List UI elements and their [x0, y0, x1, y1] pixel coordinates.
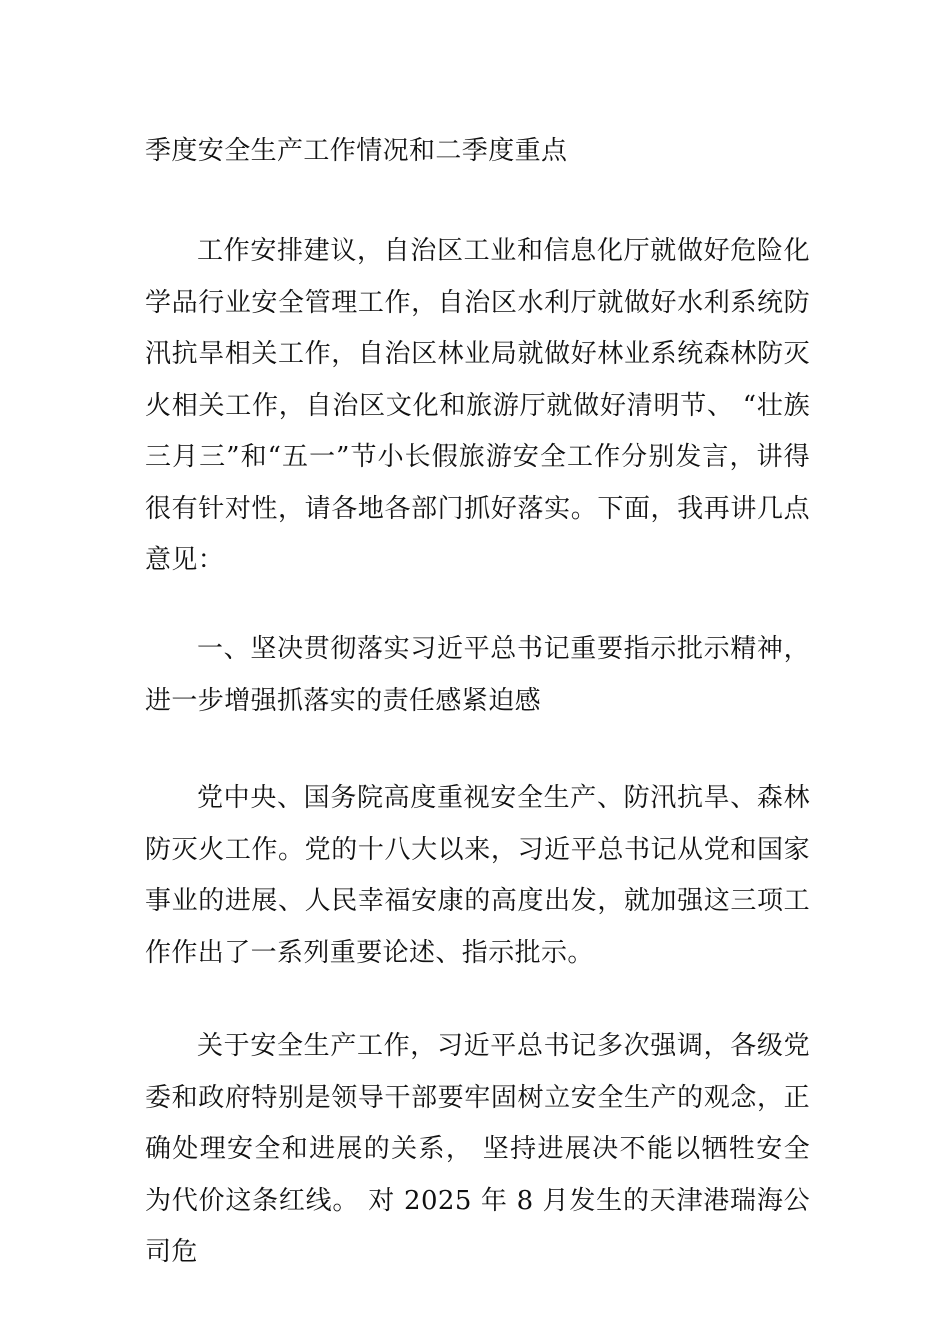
section-heading-one: 一、坚决贯彻落实习近平总书记重要指示批示精神，进一步增强抓落实的责任感紧迫感	[145, 634, 810, 716]
paragraph-safety-production: 关于安全生产工作，习近平总书记多次强调，各级党委和政府特别是领导干部要牢固树立安全生产的观念，正确处理安全和进展的关系， 坚持进展决不能以牺牲安全为代价这条红线。 对 2025 年 8 月发生的天津港瑞海公司危	[145, 1031, 810, 1267]
paragraph-central-importance: 党中央、国务院高度重视安全生产、防汛抗旱、森林防灭火工作。党的十八大以来，习近平总书记从党和国家事业的进展、人民幸福安康的高度出发，就加强这三项工作作出了一系列重要论述、指示批示。	[145, 783, 810, 968]
paragraph-work-arrangement: 工作安排建议，自治区工业和信息化厅就做好危险化学品行业安全管理工作，自治区水利厅就做好水利系统防汛抗旱相关工作，自治区林业局就做好林业系统森林防灭火相关工作，自治区文化和旅游厅就做好清明节、 “壮族三月三”和“五一”节小长假旅游安全工作分别发言，讲得很有针对性，请各地各部门抓好落实。下面，我再讲几点意见：	[145, 236, 810, 575]
paragraph-continuation: 季度安全生产工作情况和二季度重点	[145, 136, 568, 166]
